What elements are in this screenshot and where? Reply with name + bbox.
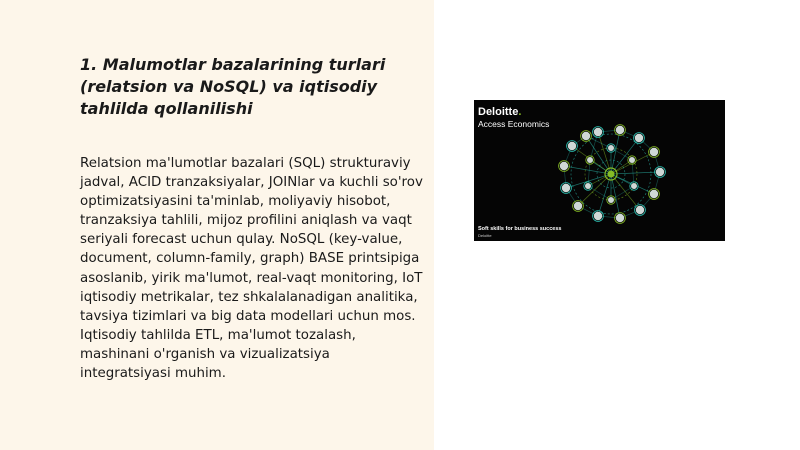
network-node xyxy=(585,183,591,189)
deloitte-illustration xyxy=(474,100,725,241)
network-node xyxy=(594,128,602,136)
network-node xyxy=(631,183,637,189)
image-caption-source: Deloitte xyxy=(478,233,492,238)
brand-name: Deloitte xyxy=(478,106,519,118)
network-node xyxy=(608,197,614,203)
network-node xyxy=(629,157,635,163)
network-node xyxy=(582,132,590,140)
network-edge xyxy=(611,160,632,174)
network-node xyxy=(568,142,576,150)
network-node xyxy=(608,145,614,151)
network-node xyxy=(656,168,664,176)
network-node xyxy=(650,148,658,156)
slide-title: 1. Malumotlar bazalarining turlari (relatsion va NoSQL) va iqtisodiy tahlilda qollanilishi xyxy=(80,55,386,118)
network-edge xyxy=(611,172,660,174)
network-node xyxy=(574,202,582,210)
brand-subtitle: Access Economics xyxy=(478,119,550,129)
network-node xyxy=(650,190,658,198)
network-node xyxy=(560,162,568,170)
brand-dot: . xyxy=(518,106,522,118)
network-node xyxy=(616,126,624,134)
deloitte-logo xyxy=(478,106,521,118)
network-node xyxy=(594,212,602,220)
network-node xyxy=(635,134,643,142)
network-node xyxy=(616,214,624,222)
network-node xyxy=(562,184,570,192)
image-caption: Soft skills for business success xyxy=(478,226,562,232)
network-node xyxy=(636,206,644,214)
network-edge xyxy=(611,174,640,210)
network-nodes xyxy=(559,125,666,224)
network-center-node xyxy=(608,171,615,178)
slide-body-text: Relatsion ma'lumotlar bazalari (SQL) strukturaviy jadval, ACID tranzaksiyalar, JOINlar va kuchli so'rov optimizatsiyasini ta'minlab, moliyaviy hisobot, tranzaksiya tahlili, mijoz profilini aniqlash va vaqt seriyali forecast uchun qulay. NoSQL (key-value, document, column-family, graph) BASE printsipiga asoslanib, yirik ma'lumot, real-vaqt monitoring, IoT iqtisodiy metrikalar, tez shkalalanadigan analitika, tavsiya tizimlari va big data modellari uchun mos. Iqtisodiy tahlilda ETL, ma'lumot tozalash, mashinani o'rganish va vizualizatsiya integratsiyasi muhim. xyxy=(80,156,423,382)
network-node xyxy=(587,157,593,163)
